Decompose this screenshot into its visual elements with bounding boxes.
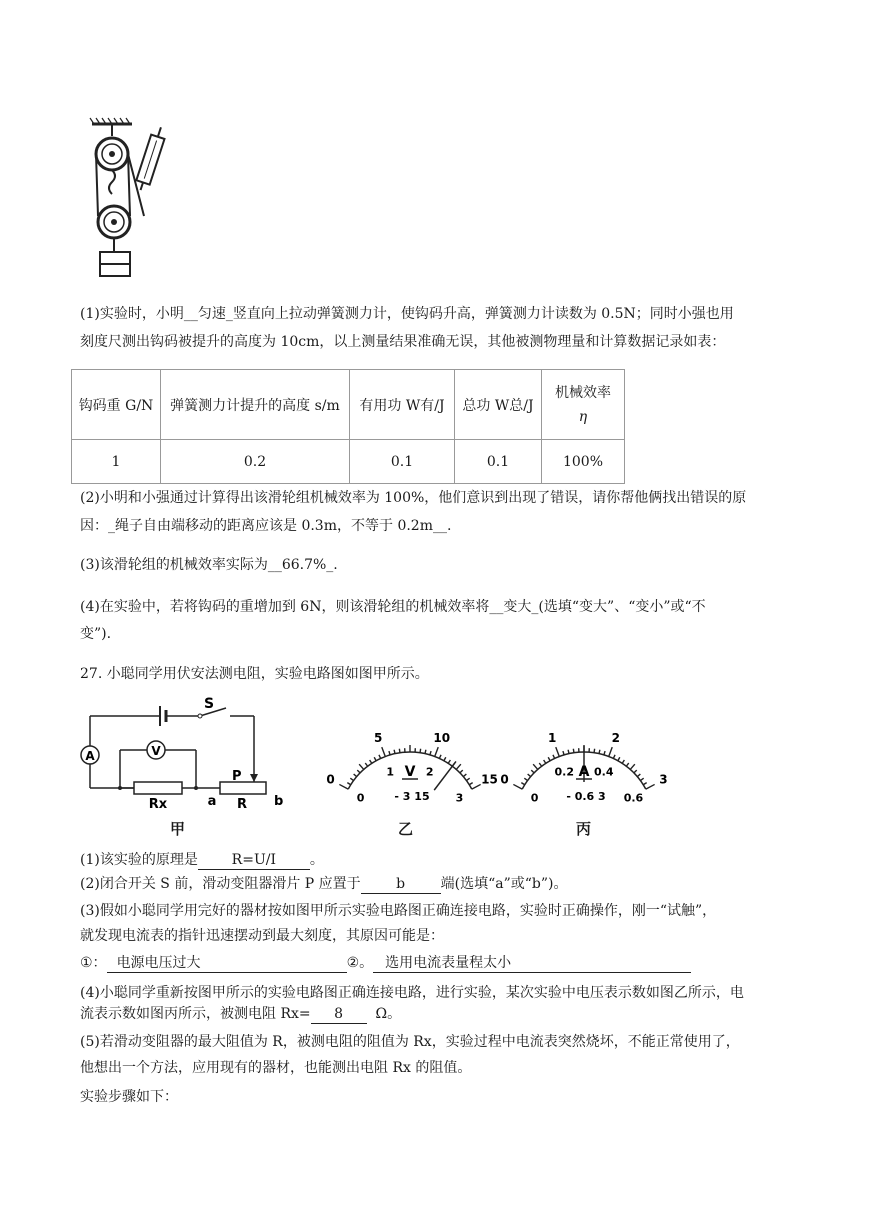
header-weight: 钩码重 G/N <box>72 370 161 440</box>
dial-tick <box>466 778 469 780</box>
dial-tick <box>622 760 624 763</box>
voltmeter-unit-label: V <box>404 764 416 780</box>
dial-lower-tick-label: 3 <box>455 791 464 805</box>
q27-s3-answers <box>80 953 691 973</box>
dial-tick <box>513 784 522 789</box>
pulley-figure <box>88 118 168 280</box>
q27-title: 27. 小聪同学用伏安法测电阻，实验电路图如图甲所示。 <box>80 666 429 682</box>
q27-s4-line2 <box>80 1004 401 1024</box>
dial-tick <box>463 774 466 777</box>
dial-tick <box>444 757 446 761</box>
q27-s5-line1: (5)若滑动变阻器的最大阻值为 R，被测电阻的阻值为 Rx，实验过程中电流表突然烧坏，不能正常使用了， <box>80 1034 740 1050</box>
dial-tick <box>394 750 395 754</box>
dial-tick <box>456 764 461 769</box>
voltmeter-terminals-label: - 3 15 <box>394 790 430 803</box>
caption-yi: 乙 <box>398 820 414 838</box>
q26-part2-line1: (2)小明和小强通过计算得出该滑轮组机械效率为 100%，他们意识到出现了错误，请你帮他俩找出错误的原 <box>80 490 747 506</box>
dial-tick <box>365 763 367 766</box>
dial-tick <box>539 763 541 766</box>
q26-part2-line2: 因：_绳子自由端移动的距离应该是 0.3m，不等于 0.2m__. <box>80 518 452 534</box>
dial-tick <box>556 747 560 756</box>
dial-tick <box>439 755 441 759</box>
caption-jia: 甲 <box>170 820 186 838</box>
dial-tick <box>533 764 538 769</box>
terminal-a-label: a <box>207 794 217 809</box>
dial-tick <box>339 784 348 789</box>
dial-upper-tick-label: 0 <box>500 772 509 787</box>
slider-p-label: P <box>232 769 242 784</box>
dial-tick <box>594 749 595 753</box>
cell-useful-work: 0.1 <box>350 440 455 484</box>
q26-part4-line2: 变”). <box>80 626 112 642</box>
s3-a-prefix: ①： <box>80 955 107 971</box>
table-row <box>72 440 625 484</box>
dial-tick <box>460 770 463 773</box>
dial-tick <box>573 749 574 753</box>
s4-prefix: 流表示数如图丙所示，被测电阻 Rx= <box>80 1006 311 1022</box>
q27-s4-line1: (4)小聪同学重新按图甲所示的实验电路图正确连接电路，进行实验，某次实验中电压表示数如图乙所示，电 <box>80 985 744 1001</box>
dial-tick <box>399 749 400 753</box>
dial-tick <box>599 750 600 754</box>
dial-tick <box>472 784 481 789</box>
dial-upper-tick-label: 15 <box>481 772 498 787</box>
cell-total-work: 0.1 <box>455 440 542 484</box>
dial-upper-tick-label: 2 <box>611 730 620 745</box>
dial-lower-tick-label: 1 <box>386 765 395 779</box>
dial-tick <box>524 778 527 780</box>
dial-tick <box>469 783 472 785</box>
eta-symbol: η <box>578 408 588 425</box>
table-header-row <box>72 370 625 440</box>
record-table <box>71 369 625 484</box>
s3-b-prefix: ②。 <box>346 955 374 971</box>
dial-tick <box>634 770 637 773</box>
s3-b-answer: 选用电流表量程太小 <box>373 954 691 973</box>
cell-efficiency: 100% <box>542 440 625 484</box>
s1-prefix: (1)该实验的原理是 <box>80 852 198 868</box>
caption-bing: 丙 <box>576 820 592 838</box>
ammeter-label: A <box>85 749 95 763</box>
rx-label: Rx <box>148 797 168 812</box>
dial-tick <box>609 747 613 756</box>
switch-label: S <box>204 696 215 712</box>
dial-lower-tick-label: 0.4 <box>594 765 614 779</box>
dial-upper-tick-label: 3 <box>659 772 668 787</box>
dial-tick <box>370 760 372 763</box>
q26-part3: (3)该滑轮组的机械效率实际为__66.7%_. <box>80 557 338 573</box>
ammeter-terminals-label: - 0.6 3 <box>566 790 606 803</box>
dial-tick <box>528 774 531 777</box>
header-total-work: 总功 W总/J <box>455 370 542 440</box>
dial-tick <box>420 749 421 753</box>
dial-lower-tick-label: 2 <box>425 765 434 779</box>
dial-tick <box>553 755 555 759</box>
dial-upper-tick-label: 0 <box>326 772 335 787</box>
s3-a-answer: 电源电压过大 <box>107 954 347 973</box>
dial-tick <box>646 784 655 789</box>
s1-answer: R=U/I <box>198 851 310 870</box>
terminal-b-label: b <box>274 794 284 809</box>
s4-suffix: Ω。 <box>375 1006 402 1022</box>
ammeter-dial <box>500 710 668 810</box>
voltmeter-label: V <box>151 744 161 758</box>
dial-tick <box>637 774 640 777</box>
q27-s3-line1: (3)假如小聪同学用完好的器材按如图甲所示实验电路图正确连接电路，实验时正确操作，刚一“试触”， <box>80 903 717 919</box>
s1-suffix: 。 <box>309 852 324 868</box>
dial-tick <box>531 770 534 773</box>
ammeter-unit-label: A <box>578 764 590 780</box>
q27-s1 <box>80 850 324 870</box>
cell-distance: 0.2 <box>161 440 350 484</box>
header-useful-work: 有用功 W有/J <box>350 370 455 440</box>
dial-tick <box>613 755 615 759</box>
dial-tick <box>548 757 550 761</box>
dial-tick <box>563 751 564 755</box>
dial-tick <box>374 757 376 761</box>
dial-tick <box>379 755 381 759</box>
q26-part1-line1: (1)实验时，小明__匀速_竖直向上拉动弹簧测力计，使钩码升高，弹簧测力计读数为 0.5N；同时小强也用 <box>80 306 734 322</box>
circuit-diagram <box>74 694 294 814</box>
dial-lower-tick-label: 0 <box>530 791 539 805</box>
r-label: R <box>236 797 248 812</box>
dial-tick <box>618 757 620 761</box>
dial-tick <box>347 783 350 785</box>
dial-tick <box>354 774 357 777</box>
dial-tick <box>568 750 569 754</box>
dial-upper-tick-label: 1 <box>548 730 557 745</box>
q26-part1-line2: 刻度尺测出钩码被提升的高度为 10cm，以上测量结果准确无误，其他被测物理量和计算数据记录如表： <box>80 334 726 350</box>
dial-tick <box>604 751 605 755</box>
dial-tick <box>350 778 353 780</box>
s2-suffix: 端(选填“a”或“b”)。 <box>440 876 568 892</box>
dial-upper-tick-label: 10 <box>433 730 451 745</box>
voltmeter-dial <box>326 710 498 810</box>
dial-tick <box>359 764 364 769</box>
header-distance: 弹簧测力计提升的高度 s/m <box>161 370 350 440</box>
q27-s5-line2: 他想出一个方法，应用现有的器材，也能测出电阻 Rx 的阻值。 <box>80 1060 472 1076</box>
dial-tick <box>435 747 439 756</box>
q26-part4-line1: (4)在实验中，若将钩码的重增加到 6N，则该滑轮组的机械效率将__变大_(选填“变大”、“变小”或“不 <box>80 599 706 615</box>
dial-lower-tick-label: 0 <box>356 791 365 805</box>
dial-tick <box>425 750 426 754</box>
dial-upper-tick-label: 5 <box>374 730 383 745</box>
q27-s3-line2: 就发现电流表的指针迅速摆动到最大刻度，其原因可能是： <box>80 928 444 944</box>
dial-needle <box>434 761 456 790</box>
s2-prefix: (2)闭合开关 S 前，滑动变阻器滑片 P 应置于 <box>80 876 361 892</box>
dial-tick <box>630 764 635 769</box>
dial-tick <box>640 778 643 780</box>
cell-weight: 1 <box>72 440 161 484</box>
dial-tick <box>430 751 431 755</box>
dial-lower-tick-label: 0.6 <box>623 791 644 805</box>
s2-answer: b <box>361 875 441 894</box>
dial-tick <box>357 770 360 773</box>
dial-lower-tick-label: 0.2 <box>554 765 574 779</box>
dial-tick <box>544 760 546 763</box>
dial-tick <box>521 783 524 785</box>
dial-tick <box>382 747 386 756</box>
dial-tick <box>643 783 646 785</box>
dial-tick <box>448 760 450 763</box>
header-efficiency <box>542 370 625 440</box>
dial-tick <box>389 751 390 755</box>
dial-tick <box>626 763 628 766</box>
q27-s2 <box>80 874 568 894</box>
s4-answer: 8 <box>311 1005 367 1024</box>
header-efficiency-label: 机械效率 <box>555 384 611 401</box>
q27-steps: 实验步骤如下： <box>80 1089 178 1105</box>
